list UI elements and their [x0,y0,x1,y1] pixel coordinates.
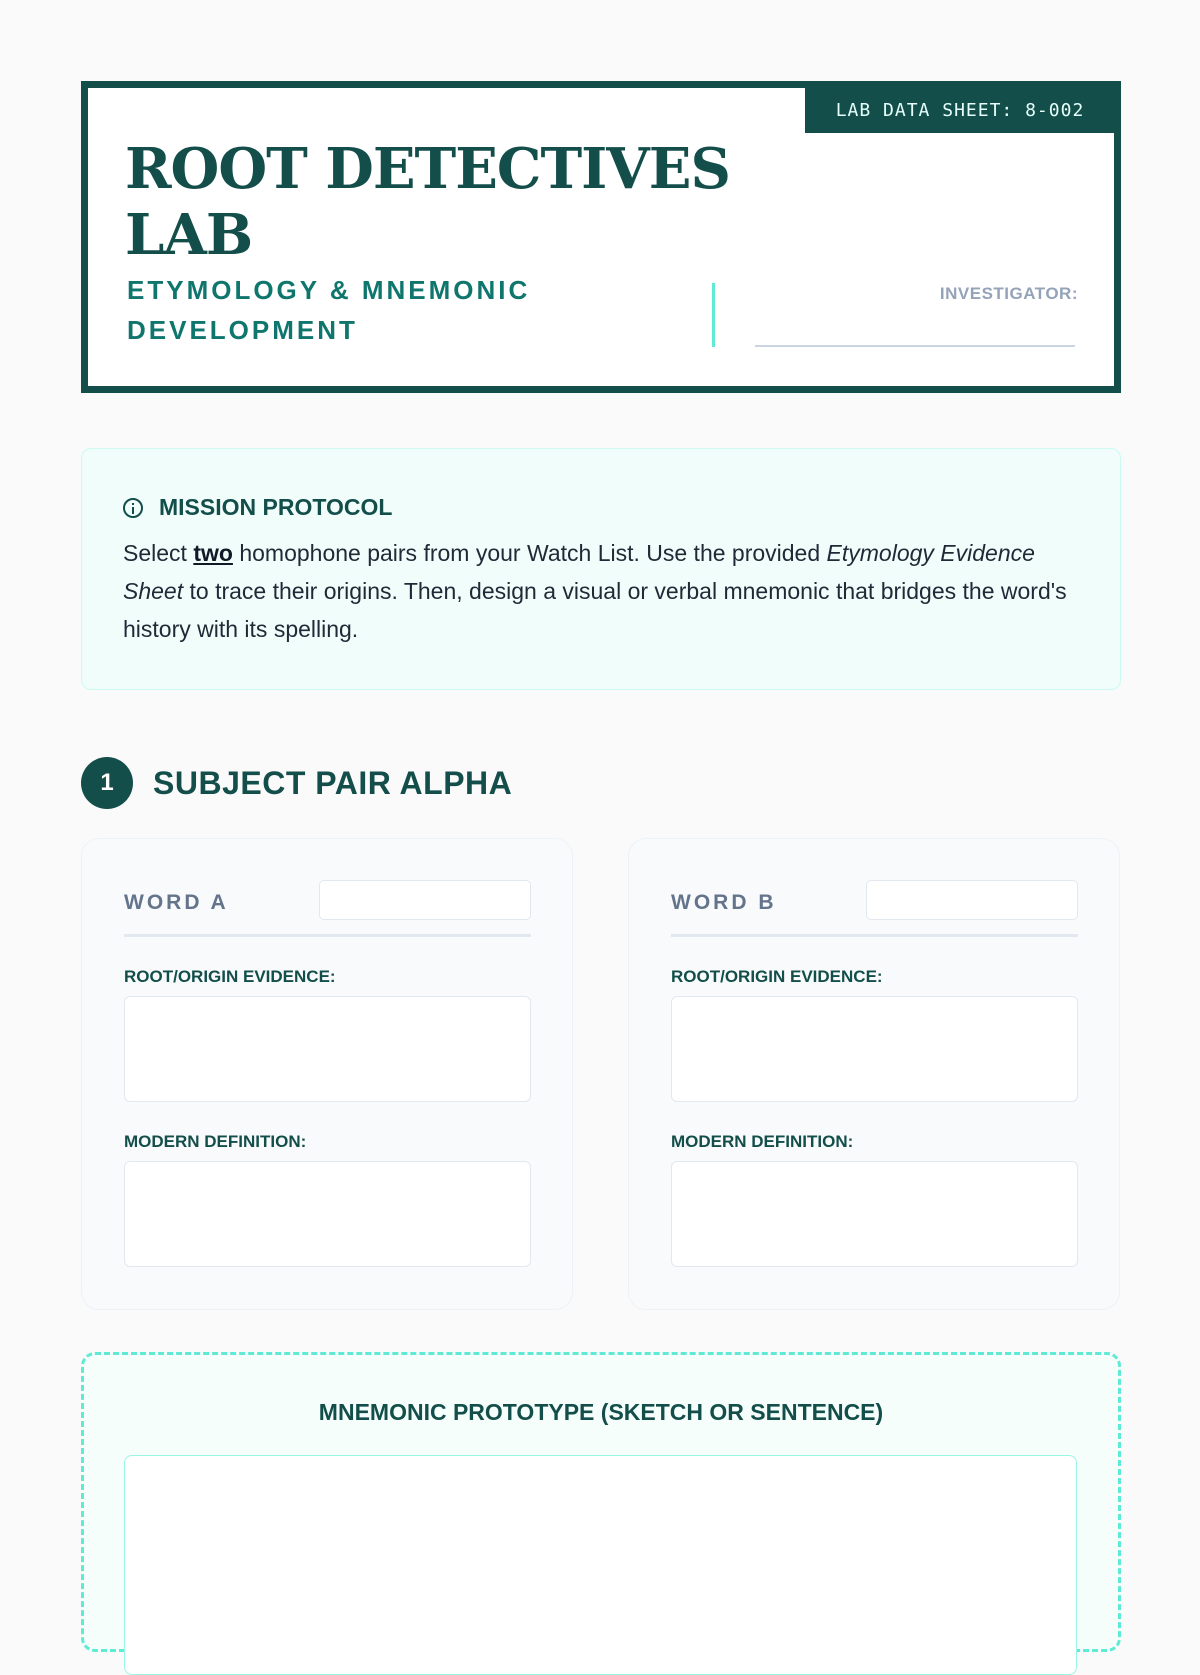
word-a-root-field[interactable] [124,996,531,1102]
mission-text [123,534,1083,648]
word-a-divider [124,934,531,937]
mission-title: MISSION PROTOCOL [159,494,393,520]
mission-text-part: to trace their origins. Then, design a visual or verbal mnemonic that bridges the word's history with its spelling. [123,578,1067,642]
mission-text-emphasis: two [193,540,233,566]
word-b-definition-field[interactable] [671,1161,1078,1267]
lab-subtitle: ETYMOLOGY & MNEMONIC DEVELOPMENT [127,275,531,345]
investigator-label: INVESTIGATOR: [939,284,1078,303]
lab-title: ROOT DETECTIVES LAB [125,136,730,268]
mission-text-part: Select [123,540,194,566]
mission-protocol [81,448,1121,690]
mission-text-reference: Etymology Evidence Sheet [123,540,1035,604]
info-icon [123,498,143,518]
lab-sheet-tag: LAB DATA SHEET: 8-002 [805,87,1115,133]
word-b-input[interactable] [866,880,1078,920]
word-b-root-label: ROOT/ORIGIN EVIDENCE: [671,967,883,986]
word-a-definition-label: MODERN DEFINITION: [124,1132,307,1151]
header-card [81,81,1121,393]
section-title: SUBJECT PAIR ALPHA [153,764,513,801]
word-b-divider [671,934,1078,937]
mnemonic-title: MNEMONIC PROTOTYPE (SKETCH OR SENTENCE) [318,1399,884,1425]
word-b-card [628,838,1120,1310]
section-number-badge: 1 [81,757,133,809]
mission-text-part: homophone pairs from your Watch List. Use the provided [232,540,827,566]
investigator-field[interactable] [755,345,1075,347]
word-a-label: WORD A [124,891,229,914]
mnemonic-sketch-area[interactable] [124,1455,1077,1675]
word-a-card [81,838,573,1310]
word-a-definition-field[interactable] [124,1161,531,1267]
word-a-input[interactable] [319,880,531,920]
word-a-root-label: ROOT/ORIGIN EVIDENCE: [124,967,336,986]
mission-header [123,494,392,521]
header-divider [712,283,715,347]
mnemonic-section [81,1352,1121,1652]
word-b-label: WORD B [671,891,777,914]
word-b-root-field[interactable] [671,996,1078,1102]
section-header [81,757,512,809]
word-b-definition-label: MODERN DEFINITION: [671,1132,854,1151]
